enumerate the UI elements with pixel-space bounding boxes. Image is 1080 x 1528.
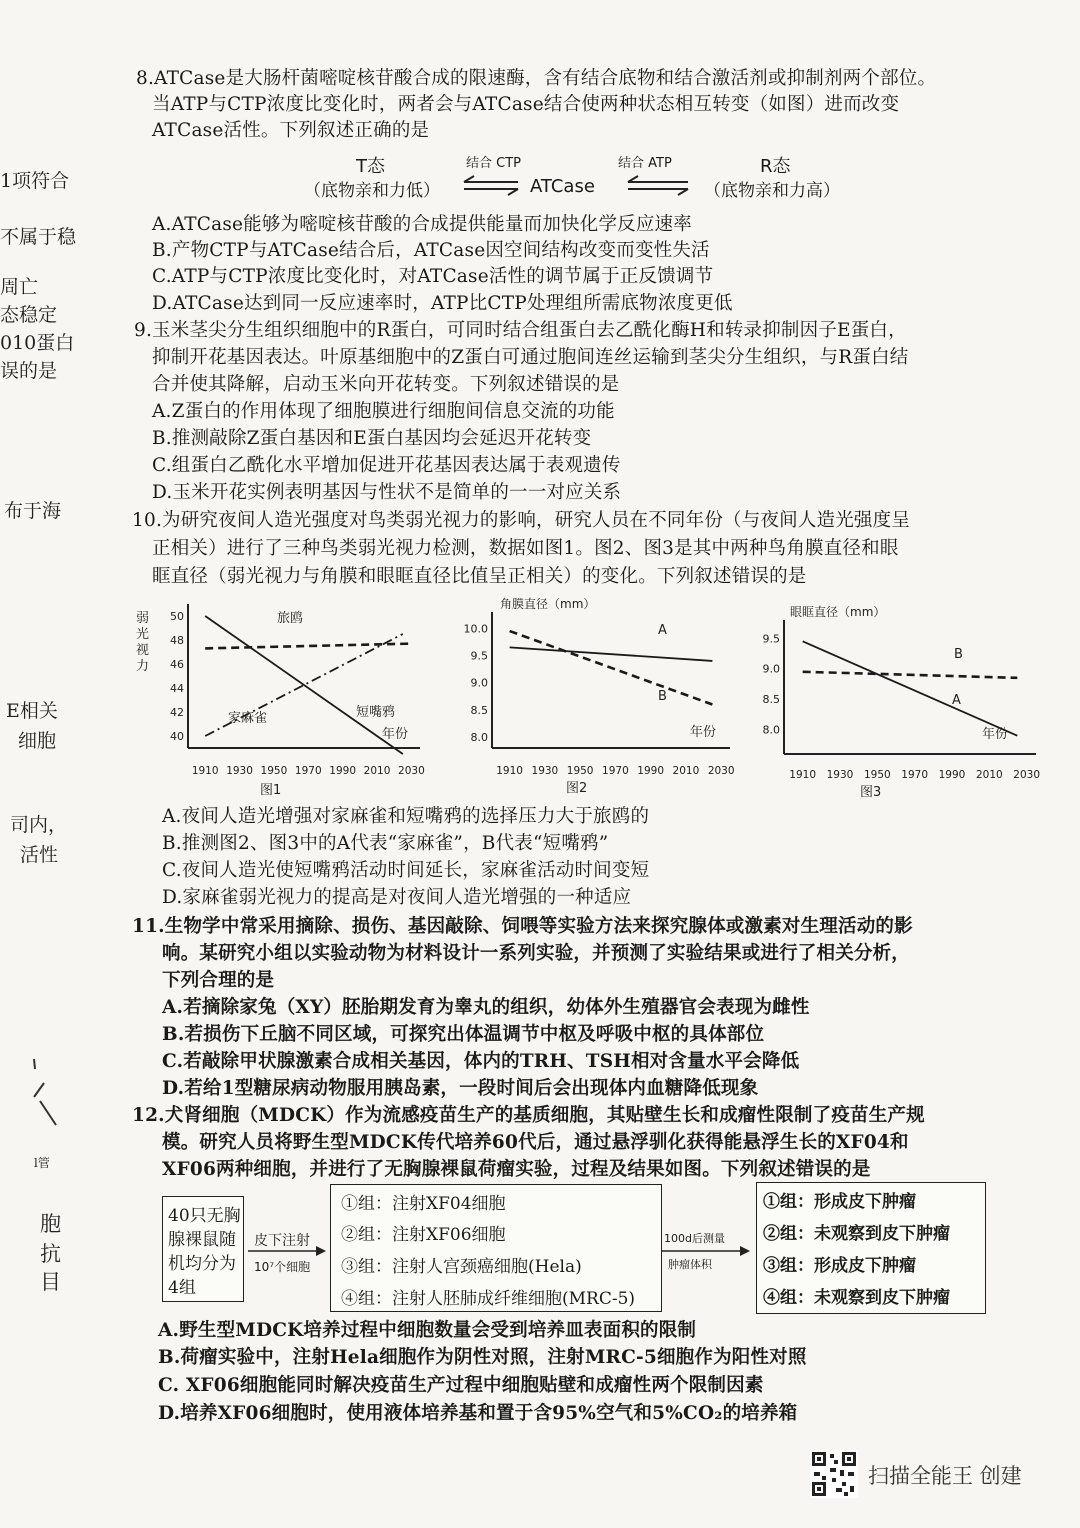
- q8-stem-line: 当ATP与CTP浓度比变化时，两者会与ATCase结合使两种状态相互转变（如图）进而改变: [152, 94, 900, 115]
- q10-option-d: D.家麻雀弱光视力的提高是对夜间人造光增强的一种适应: [162, 887, 632, 908]
- q9-option-b: B.推测敲除Z蛋白基因和E蛋白基因均会延迟开花转变: [152, 428, 592, 449]
- flow-start-line: 40只无胸: [168, 1206, 241, 1226]
- x-tick-label: 2010: [672, 765, 700, 777]
- chart-fig1: [128, 598, 428, 798]
- x-tick-label: 1910: [789, 769, 817, 781]
- series-label-B: B: [954, 647, 963, 662]
- series-label-家麻雀: 家麻雀: [228, 711, 268, 726]
- equilibrium-arrows: [456, 172, 706, 202]
- q10-stem-line: 眶直径（弱光视力与角膜和眼眶直径比值呈正相关）的变化。下列叙述错误的是: [152, 566, 807, 587]
- q8-stem-line: ATCase活性。下列叙述正确的是: [152, 120, 430, 141]
- q9-option-a: A.Z蛋白的作用体现了细胞膜进行细胞间信息交流的功能: [152, 401, 615, 422]
- margin-fragment: 司内，: [10, 814, 68, 836]
- margin-fragment: 抗: [40, 1242, 61, 1266]
- q8-option-b: B.产物CTP与ATCase结合后，ATCase因空间结构改变而变性失活: [152, 240, 710, 261]
- q10-option-b: B.推测图2、图3中的A代表“家麻雀”，B代表“短嘴鸦”: [162, 833, 609, 854]
- chart-title: 图3: [860, 785, 882, 800]
- margin-fragment: 细胞: [18, 730, 57, 752]
- x-tick-label: 2030: [707, 765, 735, 777]
- y-tick-label: 8.0: [470, 731, 488, 745]
- t-state-label: T态: [356, 156, 385, 177]
- chart-title: 图2: [566, 781, 588, 796]
- flow-arrow-2: [660, 1240, 756, 1260]
- x-tick-label: 2030: [1013, 769, 1041, 781]
- y-tick-label: 44: [170, 682, 184, 695]
- arrow2-top-label: 100d后测量: [664, 1232, 725, 1245]
- flow-start-box: [162, 1196, 244, 1302]
- series-line-旅鸥: [205, 644, 411, 649]
- q9-stem-line: 9.玉米茎尖分生组织细胞中的R蛋白，可同时结合组蛋白去乙酰化酶H和转录抑制因子E蛋白，: [134, 320, 907, 341]
- q12-option-a: A.野生型MDCK培养过程中细胞数量会受到培养皿表面积的限制: [158, 1320, 697, 1341]
- q11-stem-line: 下列合理的是: [162, 970, 275, 991]
- series-label-A: A: [952, 693, 961, 708]
- flow-result: ①组：形成皮下肿瘤: [763, 1192, 916, 1212]
- x-tick-label: 1930: [531, 765, 559, 777]
- flow-result: ②组：未观察到皮下肿瘤: [763, 1224, 950, 1244]
- margin-fragment: l管: [34, 1156, 50, 1170]
- margin-fragment: 周亡: [0, 276, 39, 298]
- q11-option-b: B.若损伤下丘脑不同区域，可探究出体温调节中枢及呼吸中枢的具体部位: [162, 1024, 765, 1045]
- y-tick-label: 8.0: [762, 723, 780, 737]
- q9-stem-line: 抑制开花基因表达。叶原基细胞中的Z蛋白可通过胞间连丝运输到茎尖分生组织，与R蛋白结: [152, 347, 909, 368]
- r-state-label: R态: [760, 156, 791, 177]
- series-label-旅鸥: 旅鸥: [277, 611, 304, 626]
- xlabel: 年份: [690, 725, 717, 740]
- series-line-A: [510, 647, 713, 661]
- x-tick-label: 2010: [975, 769, 1003, 781]
- ylabel-char: 力: [136, 659, 150, 674]
- flow-group: ①组：注射XF04细胞: [341, 1194, 506, 1214]
- series-label-短嘴鸦: 短嘴鸦: [356, 705, 396, 720]
- scanner-watermark: 扫描全能王 创建: [868, 1464, 1022, 1488]
- q12-stem-line: 模。研究人员将野生型MDCK传代培养60代后，通过悬浮驯化获得能悬浮生长的XF04和: [162, 1132, 909, 1153]
- margin-fragment: 误的是: [0, 360, 58, 382]
- x-tick-label: 1950: [863, 769, 891, 781]
- series-line-B: [803, 672, 1018, 678]
- chart-title: 图1: [260, 783, 282, 798]
- chart-fig2: [448, 592, 738, 798]
- x-tick-label: 2030: [398, 765, 425, 777]
- arrow2-bottom-label: 肿瘤体积: [668, 1258, 712, 1271]
- series-label-B: B: [658, 689, 667, 704]
- q12-option-d: D.培养XF06细胞时，使用液体培养基和置于含95%空气和5%CO₂的培养箱: [158, 1403, 798, 1424]
- flow-result: ③组：形成皮下肿瘤: [763, 1256, 916, 1276]
- x-tick-label: 1950: [260, 765, 288, 777]
- ylabel: 眼眶直径（mm）: [790, 605, 886, 619]
- q11-option-c: C.若敲除甲状腺激素合成相关基因，体内的TRH、TSH相对含量水平会降低: [162, 1051, 800, 1072]
- y-tick-label: 9.5: [470, 649, 488, 663]
- margin-fragment: 目: [40, 1270, 61, 1294]
- margin-fragment: 不属于稳: [0, 226, 77, 248]
- y-tick-label: 9.5: [762, 632, 780, 646]
- series-line-B: [510, 631, 713, 704]
- q9-stem-line: 合并使其降解，启动玉米向开花转变。下列叙述错误的是: [152, 374, 620, 395]
- x-tick-label: 1970: [602, 765, 629, 777]
- x-tick-label: 1970: [294, 765, 322, 777]
- margin-fragment: 010蛋白: [0, 332, 75, 354]
- series-label-A: A: [658, 623, 667, 638]
- margin-pen-marks: [26, 1055, 76, 1135]
- y-tick-label: 8.5: [762, 693, 780, 707]
- margin-fragment: E相关: [6, 700, 58, 722]
- margin-fragment: 活性: [20, 844, 59, 866]
- y-tick-label: 9.0: [470, 676, 488, 690]
- t-state-desc: （底物亲和力低）: [304, 181, 440, 201]
- q12-option-b: B.荷瘤实验中，注射Hela细胞作为阴性对照，注射MRC-5细胞作为阳性对照: [158, 1347, 807, 1368]
- y-tick-label: 40: [170, 730, 184, 743]
- r-state-desc: （底物亲和力高）: [704, 181, 840, 201]
- margin-fragment: 1项符合: [0, 170, 70, 192]
- ylabel: 角膜直径（mm）: [500, 597, 596, 611]
- flow-group: ③组：注射人宫颈癌细胞(Hela): [341, 1257, 582, 1277]
- margin-fragment: 布于海: [4, 500, 62, 522]
- x-tick-label: 1930: [826, 769, 854, 781]
- q8-stem-line: 8.ATCase是大肠杆菌嘧啶核苷酸合成的限速酶，含有结合底物和结合激活剂或抑制剂两个部位。: [136, 68, 937, 89]
- chart-fig3: [748, 592, 1048, 802]
- x-tick-label: 1990: [329, 765, 357, 777]
- y-tick-label: 48: [170, 634, 184, 647]
- x-tick-label: 1930: [226, 765, 253, 777]
- margin-fragment: 态稳定: [0, 304, 58, 326]
- qr-code-icon: [810, 1450, 858, 1498]
- x-tick-label: 1910: [496, 765, 523, 777]
- x-tick-label: 1950: [566, 765, 594, 777]
- flow-start-line: 4组: [168, 1278, 196, 1298]
- x-tick-label: 2010: [363, 765, 391, 777]
- q12-stem-line: XF06两种细胞，并进行了无胸腺裸鼠荷瘤实验，过程及结果如图。下列叙述错误的是: [162, 1159, 871, 1180]
- ylabel-char: 视: [136, 643, 150, 658]
- q10-option-c: C.夜间人造光使短嘴鸦活动时间延长，家麻雀活动时间变短: [162, 860, 650, 881]
- arrow1-bottom-label: 10⁷个细胞: [254, 1260, 311, 1274]
- flow-group: ②组：注射XF06细胞: [341, 1225, 506, 1245]
- flow-start-line: 机均分为: [168, 1254, 236, 1274]
- q8-option-d: D.ATCase达到同一反应速率时，ATP比CTP处理组所需底物浓度更低: [152, 293, 733, 314]
- q11-stem-line: 11.生物学中常采用摘除、损伤、基因敲除、饲喂等实验方法来探究腺体或激素对生理活动的影: [132, 916, 913, 937]
- q12-stem-line: 12.犬肾细胞（MDCK）作为流感疫苗生产的基质细胞，其贴壁生长和成瘤性限制了疫苗生产规: [132, 1105, 925, 1126]
- series-line-短嘴鸦: [205, 616, 403, 754]
- y-tick-label: 8.5: [470, 703, 488, 717]
- flow-arrow-1: [246, 1240, 330, 1260]
- q10-option-a: A.夜间人造光增强对家麻雀和短嘴鸦的选择压力大于旅鸥的: [162, 806, 650, 827]
- ylabel-char: 弱: [136, 611, 150, 626]
- flow-group: ④组：注射人胚肺成纤维细胞(MRC-5): [341, 1289, 636, 1309]
- flow-start-line: 腺裸鼠随: [168, 1230, 236, 1250]
- flow-results-box: [756, 1182, 986, 1314]
- x-tick-label: 1990: [938, 769, 966, 781]
- series-line-A: [803, 641, 1018, 735]
- y-tick-label: 10.0: [463, 622, 488, 636]
- q10-stem-line: 正相关）进行了三种鸟类弱光视力检测，数据如图1。图2、图3是其中两种鸟角膜直径和眼: [152, 538, 899, 559]
- q11-stem-line: 响。某研究小组以实验动物为材料设计一系列实验，并预测了实验结果或进行了相关分析，: [162, 943, 911, 964]
- y-tick-label: 9.0: [762, 662, 780, 676]
- q9-option-c: C.组蛋白乙酰化水平增加促进开花基因表达属于表观遗传: [152, 455, 621, 476]
- y-tick-label: 46: [170, 658, 184, 671]
- flow-result: ④组：未观察到皮下肿瘤: [763, 1288, 950, 1308]
- y-tick-label: 42: [170, 706, 184, 719]
- q11-option-d: D.若给1型糖尿病动物服用胰岛素，一段时间后会出现体内血糖降低现象: [162, 1078, 759, 1099]
- arrow1-top-label: 皮下注射: [254, 1233, 310, 1249]
- bind-ctp-label: 结合 CTP: [466, 156, 521, 171]
- q12-option-c: C. XF06细胞能同时解决疫苗生产过程中细胞贴壁和成瘤性两个限制因素: [158, 1375, 764, 1396]
- xlabel: 年份: [382, 727, 409, 742]
- q8-option-a: A.ATCase能够为嘧啶核苷酸的合成提供能量而加快化学反应速率: [152, 214, 692, 235]
- bind-atp-label: 结合 ATP: [618, 156, 672, 171]
- xlabel: 年份: [982, 727, 1009, 742]
- q11-option-a: A.若摘除家兔（XY）胚胎期发育为睾丸的组织，幼体外生殖器官会表现为雌性: [162, 997, 810, 1018]
- y-tick-label: 50: [170, 610, 184, 623]
- atcase-label: ATCase: [530, 176, 595, 197]
- x-tick-label: 1970: [901, 769, 929, 781]
- q8-option-c: C.ATP与CTP浓度比变化时，对ATCase活性的调节属于正反馈调节: [152, 266, 714, 287]
- flow-groups-box: [330, 1184, 662, 1312]
- x-tick-label: 1910: [191, 765, 219, 777]
- q10-stem-line: 10.为研究夜间人造光强度对鸟类弱光视力的影响，研究人员在不同年份（与夜间人造光强度呈: [132, 510, 911, 531]
- chart-fig1-ylabel: [136, 611, 149, 674]
- x-tick-label: 1990: [637, 765, 665, 777]
- margin-fragment: 胞: [40, 1212, 61, 1236]
- q9-option-d: D.玉米开花实例表明基因与性状不是简单的一一对应关系: [152, 482, 622, 503]
- ylabel-char: 光: [136, 627, 150, 642]
